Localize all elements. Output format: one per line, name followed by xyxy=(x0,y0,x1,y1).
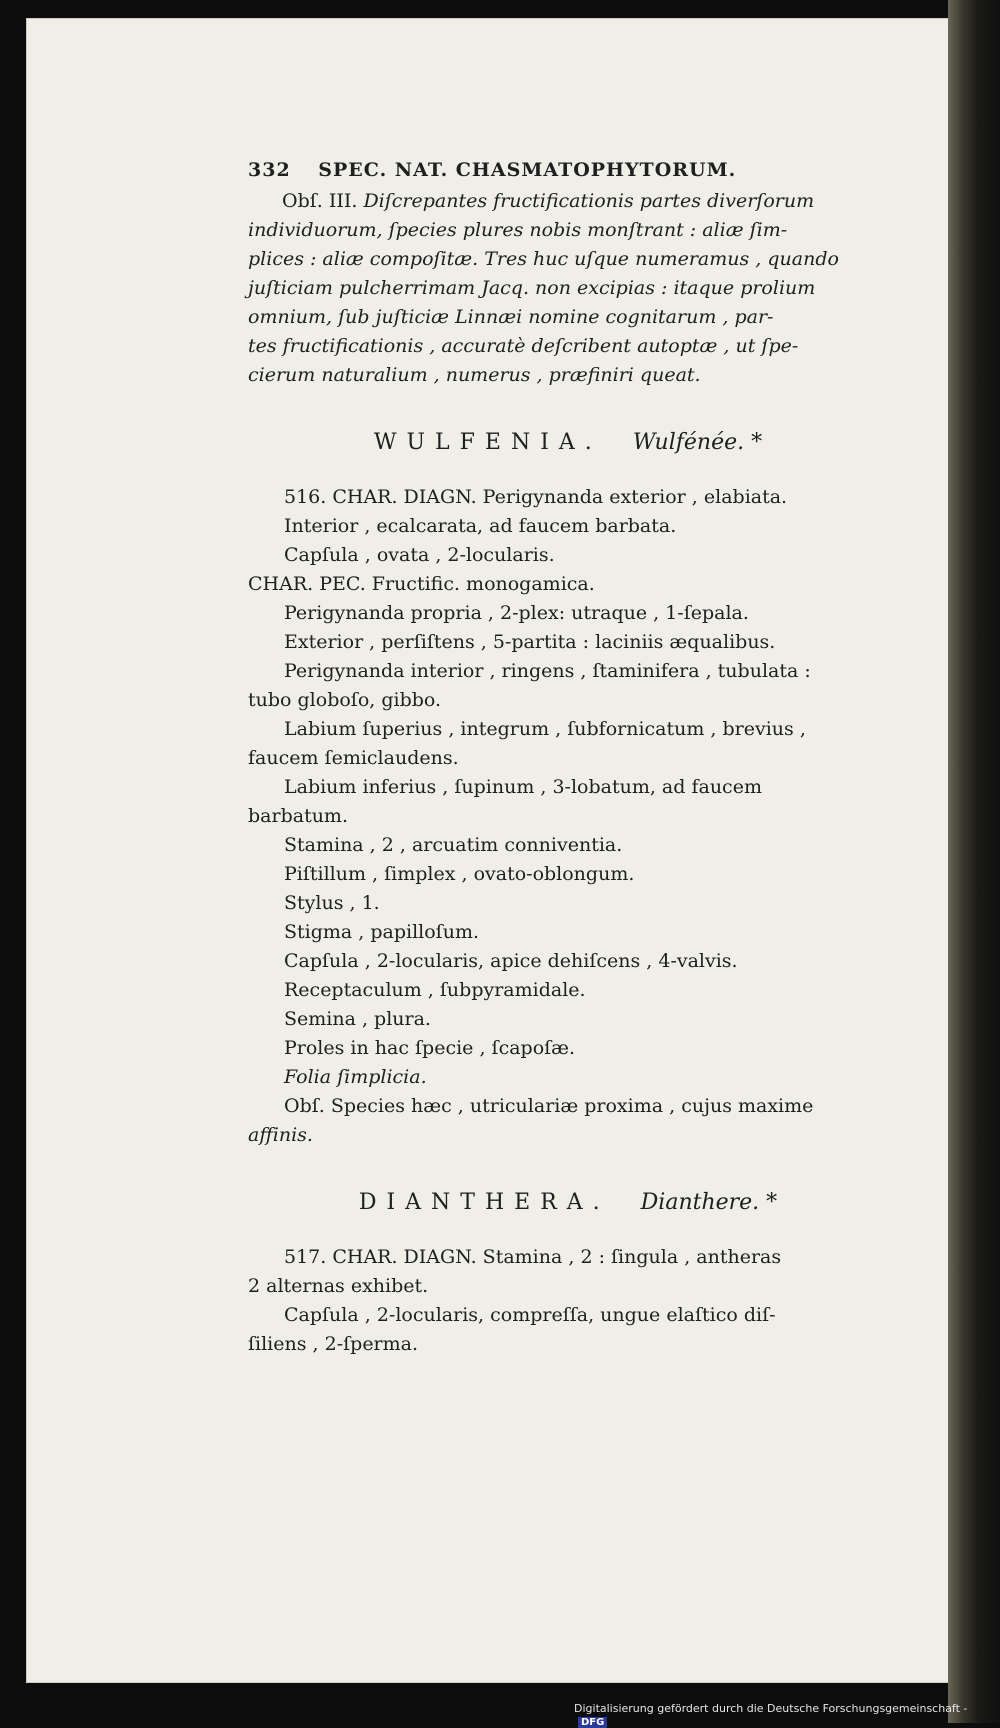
genus-french-name: Wulfénée. * xyxy=(632,430,763,455)
obs-label: Obſ. III. xyxy=(282,190,358,212)
description-line: barbatum. xyxy=(248,805,348,827)
description-line: 2 alternas exhibet. xyxy=(248,1275,429,1297)
description-line: Capſula , 2-locularis, apice dehiſcens , 4-valvis. xyxy=(284,950,738,972)
obs-line: individuorum, ſpecies plures nobis monſtrant : aliæ ſim- xyxy=(248,219,788,241)
description-line: CHAR. PEC. Fructific. monogamica. xyxy=(248,573,595,595)
description-line: Folia ſimplicia. xyxy=(284,1066,427,1088)
description-line: 516. CHAR. DIAGN. Perigynanda exterior , elabiata. xyxy=(284,486,788,508)
genus-name: WULFENIA. xyxy=(373,430,602,455)
page-number: 332 xyxy=(248,159,291,181)
description-line: Stylus , 1. xyxy=(284,892,380,914)
page-text xyxy=(248,156,888,1359)
genus-heading-dianthera xyxy=(248,1188,888,1217)
description-line: Proles in hac ſpecie , ſcapoſæ. xyxy=(284,1037,576,1059)
description-line: 517. CHAR. DIAGN. Stamina , 2 : ſingula , antheras xyxy=(284,1246,782,1268)
running-title: SPEC. NAT. CHASMATOPHYTORUM. xyxy=(318,159,737,181)
description-line: tubo globoſo, gibbo. xyxy=(248,689,442,711)
description-line: Interior , ecalcarata, ad faucem barbata. xyxy=(284,515,677,537)
description-line: Capſula , ovata , 2-locularis. xyxy=(284,544,555,566)
description-line: Exterior , perſiſtens , 5-partita : laciniis æqualibus. xyxy=(284,631,776,653)
obs-line: plices : aliæ compoſitæ. Tres huc uſque numeramus , quando xyxy=(248,248,839,270)
description-line: Labium inferius , ſupinum , 3-lobatum, ad faucem xyxy=(284,776,762,798)
dfg-logo: DFG xyxy=(578,1717,607,1728)
description-line: Stigma , papilloſum. xyxy=(284,921,480,943)
description-line: Semina , plura. xyxy=(284,1008,431,1030)
description-line: faucem ſemiclaudens. xyxy=(248,747,459,769)
page-gutter xyxy=(948,0,1000,1723)
credit-text: Digitalisierung gefördert durch die Deutsche Forschungsgemeinschaft - xyxy=(574,1702,968,1715)
genus-name: DIANTHERA. xyxy=(358,1190,610,1215)
description-line: Labium ſuperius , integrum , ſubfornicatum , brevius , xyxy=(284,718,806,740)
dianthera-description xyxy=(248,1243,888,1359)
description-line: Stamina , 2 , arcuatim conniventia. xyxy=(284,834,623,856)
description-line: Perigynanda interior , ringens , ſtaminifera , tubulata : xyxy=(284,660,811,682)
description-line: Capſula , 2-locularis, compreſſa, ungue elaſtico diſ- xyxy=(284,1304,776,1326)
description-line: Perigynanda propria , 2-plex: utraque , 1-ſepala. xyxy=(284,602,749,624)
obs-line: omnium, ſub juſticiæ Linnæi nomine cognitarum , par- xyxy=(248,306,774,328)
description-line: ſiliens , 2-ſperma. xyxy=(248,1333,419,1355)
description-line: Obſ. Species hæc , utriculariæ proxima , cujus maxime xyxy=(284,1095,814,1117)
genus-french-name: Dianthere. * xyxy=(640,1190,778,1215)
obs-line: cierum naturalium , numerus , præfiniri queat. xyxy=(248,364,701,386)
wulfenia-description xyxy=(248,483,888,1150)
genus-heading-wulfenia xyxy=(248,428,888,457)
description-line: affinis. xyxy=(248,1124,313,1146)
digitization-credit xyxy=(574,1702,1000,1728)
obs-line: tes fructificationis , accuratè deſcribent autoptæ , ut ſpe- xyxy=(248,335,799,357)
observation-iii xyxy=(248,187,888,390)
obs-line: Diſcrepantes fructificationis partes diverſorum xyxy=(363,190,815,212)
description-line: Piſtillum , ſimplex , ovato-oblongum. xyxy=(284,863,635,885)
running-header xyxy=(248,156,888,185)
description-line: Receptaculum , ſubpyramidale. xyxy=(284,979,586,1001)
obs-line: juſticiam pulcherrimam Jacq. non excipias : itaque prolium xyxy=(248,277,816,299)
